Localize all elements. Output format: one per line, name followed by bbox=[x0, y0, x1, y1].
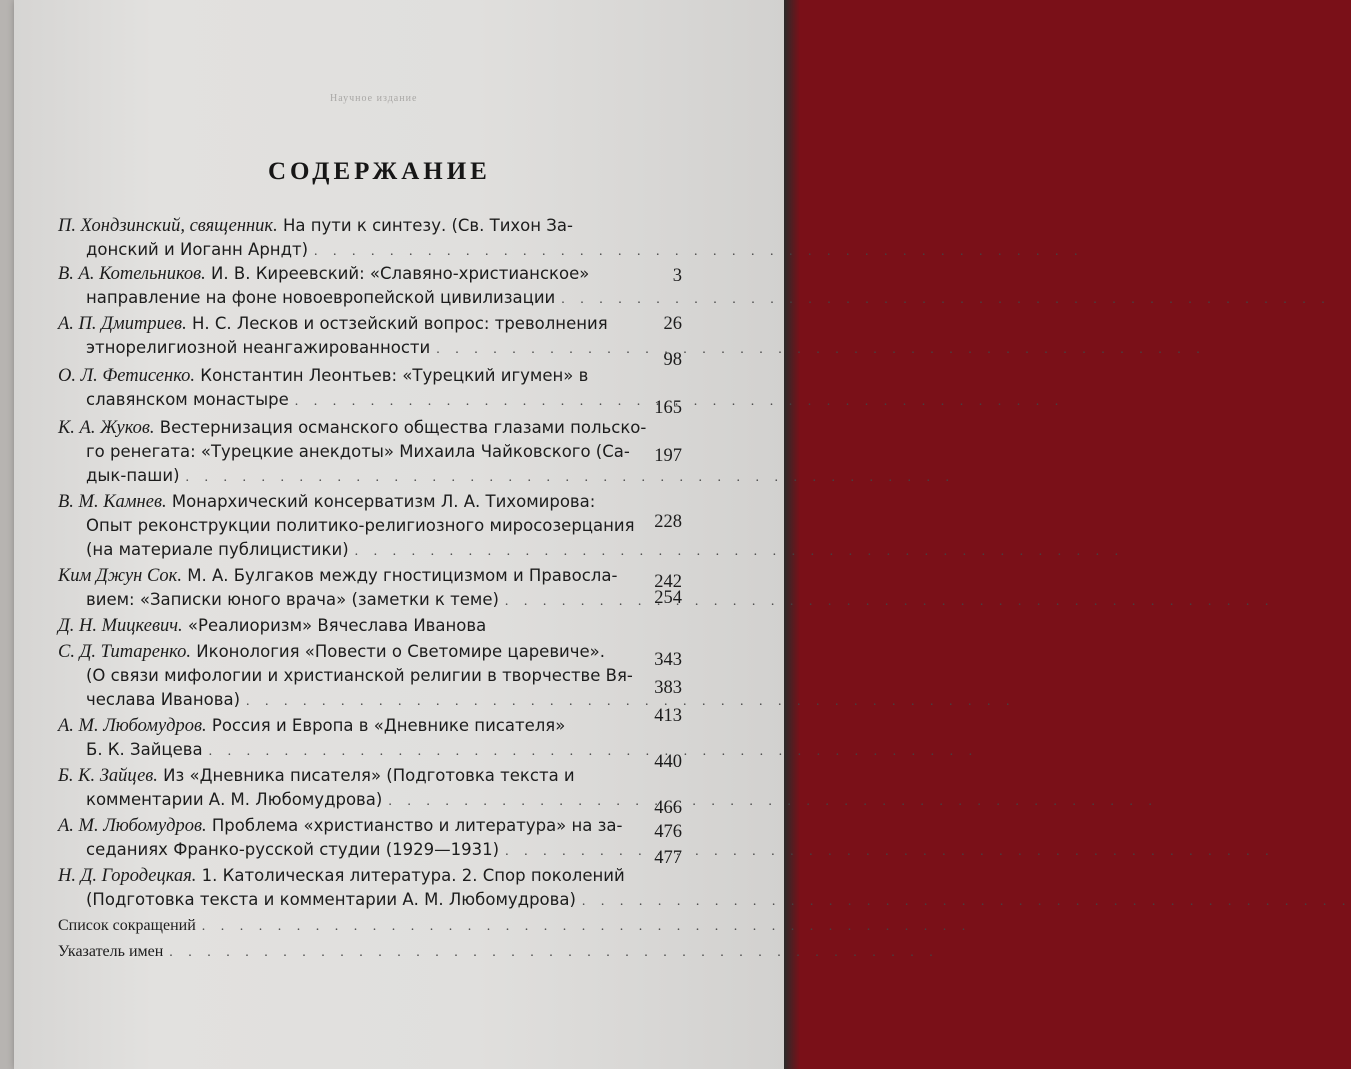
toc-line bbox=[58, 490, 698, 514]
toc-title-text: М. А. Булгаков между гностицизмом и Правосла- bbox=[181, 566, 618, 585]
toc-line-text bbox=[86, 664, 633, 688]
toc-author: Ким Джун Сок. bbox=[58, 566, 182, 586]
toc-title-text: (Подготовка текста и комментарии А. М. Любомудрова) bbox=[86, 890, 576, 909]
toc-line-text bbox=[58, 364, 588, 388]
toc-line-text bbox=[58, 564, 617, 588]
toc-title-text: дык-паши) bbox=[86, 466, 180, 485]
toc-line bbox=[58, 464, 698, 488]
toc-line-text bbox=[86, 838, 499, 862]
toc-entry bbox=[58, 262, 698, 310]
toc-line-text bbox=[58, 914, 196, 938]
toc-entry bbox=[58, 364, 698, 412]
toc-title-text: Константин Леонтьев: «Турецкий игумен» в bbox=[195, 366, 589, 385]
toc-title-text: Монархический консерватизм Л. А. Тихомирова: bbox=[166, 492, 596, 511]
toc-line bbox=[58, 564, 698, 588]
toc-author: А. М. Любомудров. bbox=[58, 816, 207, 836]
toc-author: Б. К. Зайцев. bbox=[58, 766, 158, 786]
toc-title-text: Б. К. Зайцева bbox=[86, 740, 203, 759]
toc-line bbox=[58, 688, 698, 712]
toc-line bbox=[58, 514, 698, 538]
toc-author: А. П. Дмитриев. bbox=[58, 314, 187, 334]
toc-title-text: Из «Дневника писателя» (Подготовка текста и bbox=[157, 766, 575, 785]
page-title: СОДЕРЖАНИЕ bbox=[268, 158, 491, 185]
toc-line bbox=[58, 538, 698, 562]
toc-line bbox=[58, 238, 698, 262]
toc-line bbox=[58, 838, 698, 862]
toc-line-text bbox=[86, 514, 635, 538]
toc-title-text: «Реалиоризм» Вячеслава Иванова bbox=[182, 616, 487, 635]
toc-line-text bbox=[86, 588, 499, 612]
toc-line bbox=[58, 614, 698, 638]
toc-author: С. Д. Титаренко. bbox=[58, 642, 192, 662]
toc-line bbox=[58, 214, 698, 238]
toc-title-text: Иконология «Повести о Светомире царевиче». bbox=[191, 642, 606, 661]
toc-title-text: И. В. Киреевский: «Славяно-христианское» bbox=[205, 264, 590, 283]
page-number: 440 bbox=[654, 752, 682, 772]
toc-line bbox=[58, 788, 698, 812]
toc-entry bbox=[58, 214, 698, 262]
leader-dots bbox=[355, 540, 1125, 564]
toc-title-text: направление на фоне новоевропейской цивилизации bbox=[86, 288, 556, 307]
page-number: 26 bbox=[663, 314, 682, 334]
leader-dots bbox=[582, 890, 1351, 914]
toc-line-text bbox=[86, 688, 240, 712]
toc-entry bbox=[58, 764, 698, 812]
toc-line bbox=[58, 888, 698, 912]
leader-dots bbox=[209, 740, 979, 764]
leader-dots bbox=[561, 288, 1331, 312]
toc-title-text: Проблема «христианство и литература» на за- bbox=[206, 816, 623, 835]
toc-author: П. Хондзинский, священник. bbox=[58, 216, 278, 236]
page-number: 228 bbox=[654, 512, 682, 532]
page-number: 466 bbox=[654, 798, 682, 818]
toc-title-text: вием: «Записки юного врача» (заметки к теме) bbox=[86, 590, 499, 609]
toc-line-text bbox=[58, 814, 623, 838]
toc-author: К. А. Жуков. bbox=[58, 418, 155, 438]
toc-line bbox=[58, 416, 698, 440]
toc-line-text bbox=[86, 440, 630, 464]
page-number: 343 bbox=[654, 650, 682, 670]
toc-line-text bbox=[86, 286, 555, 310]
leader-dots bbox=[388, 790, 1158, 814]
toc-title-text: Опыт реконструкции политико-религиозного миросозерцания bbox=[86, 516, 635, 535]
leader-dots bbox=[169, 941, 939, 965]
toc-title-text: славянском монастыре bbox=[86, 390, 289, 409]
toc-line-text bbox=[86, 888, 576, 912]
toc-line bbox=[58, 940, 698, 964]
toc-title-text: комментарии А. М. Любомудрова) bbox=[86, 790, 383, 809]
page-number: 476 bbox=[654, 822, 682, 842]
page-number: 242 bbox=[654, 572, 682, 592]
toc-entry bbox=[58, 714, 698, 762]
toc-line bbox=[58, 364, 698, 388]
toc-line-text bbox=[58, 940, 163, 964]
leader-dots bbox=[436, 338, 1206, 362]
leader-dots bbox=[314, 240, 1084, 264]
toc-title-text: седаниях Франко-русской студии (1929—1931) bbox=[86, 840, 500, 859]
toc-line bbox=[58, 714, 698, 738]
toc-author: О. Л. Фетисенко. bbox=[58, 366, 196, 386]
toc-line-text bbox=[86, 788, 382, 812]
toc-line-text bbox=[86, 336, 430, 360]
page-number: 477 bbox=[654, 848, 682, 868]
table-of-contents bbox=[58, 214, 698, 964]
toc-line-text bbox=[58, 214, 573, 238]
toc-line bbox=[58, 864, 698, 888]
toc-line bbox=[58, 312, 698, 336]
toc-title-text: чеслава Иванова) bbox=[86, 690, 241, 709]
toc-line bbox=[58, 814, 698, 838]
toc-line-text bbox=[58, 614, 486, 638]
toc-author: Н. Д. Городецкая. bbox=[58, 866, 197, 886]
leader-dots bbox=[246, 690, 1016, 714]
toc-title-text: (О связи мифологии и христианской религии в творчестве Вя- bbox=[86, 666, 633, 685]
toc-line-text bbox=[58, 490, 595, 514]
page-number: 165 bbox=[654, 398, 682, 418]
toc-line bbox=[58, 588, 698, 612]
toc-line-text bbox=[86, 464, 180, 488]
toc-entry bbox=[58, 914, 698, 938]
toc-title-text: Вестернизация османского общества глазами польско- bbox=[154, 418, 647, 437]
toc-entry bbox=[58, 814, 698, 862]
toc-entry bbox=[58, 490, 698, 562]
page-number: 413 bbox=[654, 706, 682, 726]
toc-line-text bbox=[58, 764, 575, 788]
toc-title-text: Указатель имен bbox=[58, 943, 164, 960]
toc-line-text bbox=[86, 538, 349, 562]
page-number: 98 bbox=[663, 350, 682, 370]
leader-dots bbox=[505, 840, 1275, 864]
toc-line-text bbox=[58, 312, 608, 336]
toc-line bbox=[58, 764, 698, 788]
toc-title-text: Н. С. Лесков и остзейский вопрос: треволнения bbox=[186, 314, 608, 333]
toc-line-text bbox=[86, 388, 289, 412]
leader-dots bbox=[505, 590, 1275, 614]
toc-line-text bbox=[58, 864, 625, 888]
toc-entry bbox=[58, 312, 698, 360]
toc-line bbox=[58, 738, 698, 762]
toc-line bbox=[58, 286, 698, 310]
toc-line-text bbox=[58, 416, 646, 440]
toc-line-text bbox=[58, 640, 605, 664]
toc-line-text bbox=[58, 714, 565, 738]
page-number: 197 bbox=[654, 446, 682, 466]
toc-entry bbox=[58, 416, 698, 488]
toc-title-text: На пути к синтезу. (Св. Тихон За- bbox=[277, 216, 573, 235]
toc-title-text: этнорелигиозной неангажированности bbox=[86, 338, 431, 357]
toc-entry bbox=[58, 640, 698, 712]
toc-author: В. А. Котельников. bbox=[58, 264, 206, 284]
toc-line bbox=[58, 262, 698, 286]
toc-author: А. М. Любомудров. bbox=[58, 716, 207, 736]
toc-entry bbox=[58, 864, 698, 912]
toc-line bbox=[58, 914, 698, 938]
toc-title-text: Россия и Европа в «Дневнике писателя» bbox=[206, 716, 566, 735]
toc-line bbox=[58, 440, 698, 464]
toc-line bbox=[58, 388, 698, 412]
toc-title-text: донский и Иоганн Арндт) bbox=[86, 240, 309, 259]
toc-title-text: Список сокращений bbox=[58, 917, 196, 934]
leader-dots bbox=[202, 915, 972, 939]
toc-line-text bbox=[86, 238, 308, 262]
page-number: 383 bbox=[654, 678, 682, 698]
toc-line bbox=[58, 640, 698, 664]
toc-title-text: го ренегата: «Турецкие анекдоты» Михаила Чайковского (Са- bbox=[86, 442, 630, 461]
toc-line-text bbox=[86, 738, 203, 762]
toc-entry bbox=[58, 564, 698, 612]
page-number: 3 bbox=[672, 266, 682, 286]
toc-line-text bbox=[58, 262, 589, 286]
toc-title-text: (на материале публицистики) bbox=[86, 540, 349, 559]
header-note: Научное издание bbox=[330, 93, 418, 104]
toc-title-text: 1. Католическая литература. 2. Спор поколений bbox=[196, 866, 625, 885]
toc-entry bbox=[58, 940, 698, 964]
toc-author: Д. Н. Мицкевич. bbox=[58, 616, 183, 636]
toc-entry bbox=[58, 614, 698, 638]
toc-line bbox=[58, 336, 698, 360]
toc-author: В. М. Камнев. bbox=[58, 492, 167, 512]
page-number: 254 bbox=[654, 588, 682, 608]
toc-line bbox=[58, 664, 698, 688]
leader-dots bbox=[186, 466, 956, 490]
